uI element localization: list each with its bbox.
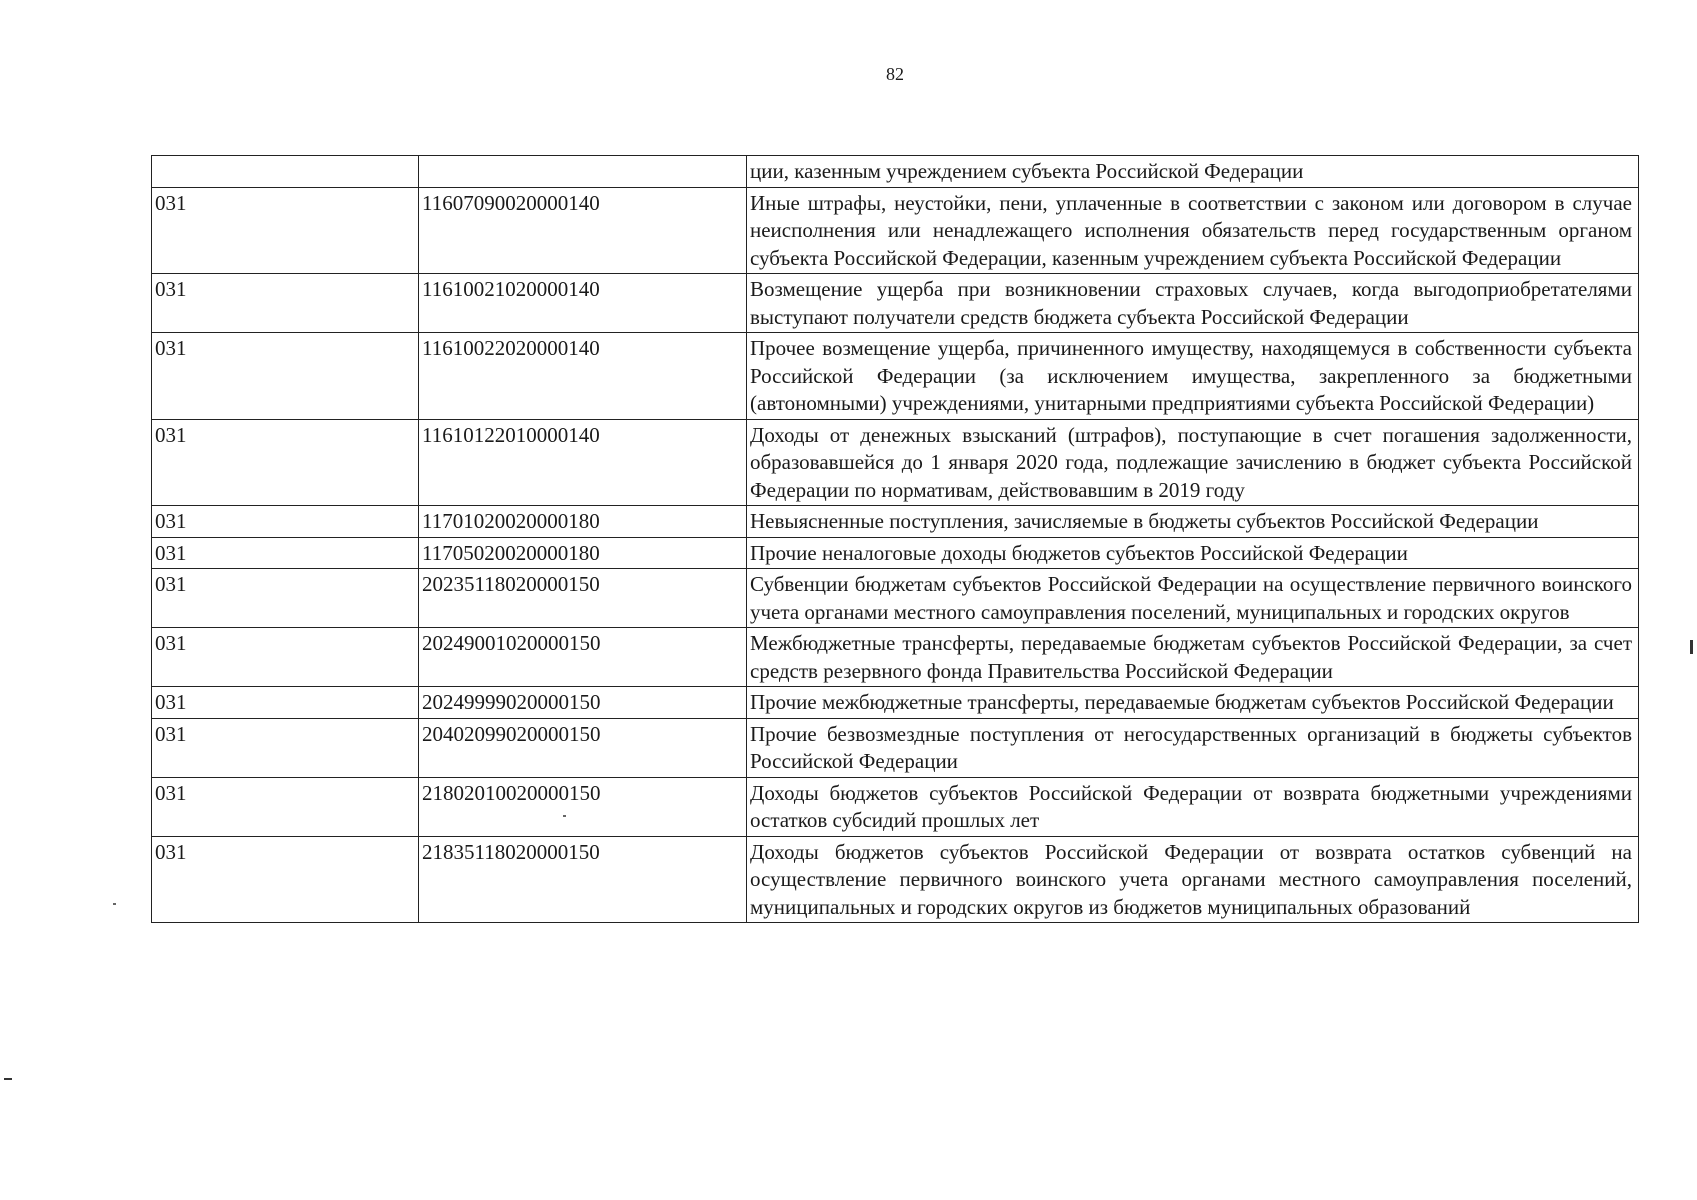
budget-code-cell bbox=[419, 156, 747, 188]
description-cell: Прочие межбюджетные трансферты, передаваемые бюджетам субъектов Российской Федерации bbox=[747, 687, 1639, 719]
description-cell: ции, казенным учреждением субъекта Российской Федерации bbox=[747, 156, 1639, 188]
budget-code-cell: 20249001020000150 bbox=[419, 628, 747, 687]
description-cell: Межбюджетные трансферты, передаваемые бюджетам субъектов Российской Федерации, за счет средств резервного фонда Правительства Российской Федерации bbox=[747, 628, 1639, 687]
scan-margin-mark bbox=[1690, 640, 1693, 654]
budget-code-cell: 20249999020000150 bbox=[419, 687, 747, 719]
table-row bbox=[152, 156, 1639, 188]
admin-code-cell: 031 bbox=[152, 569, 419, 628]
table-row bbox=[152, 419, 1639, 506]
table-row bbox=[152, 333, 1639, 420]
table-row bbox=[152, 187, 1639, 274]
admin-code-cell: 031 bbox=[152, 187, 419, 274]
table-row bbox=[152, 777, 1639, 836]
admin-code-cell: 031 bbox=[152, 687, 419, 719]
table-row bbox=[152, 274, 1639, 333]
budget-code-cell: 21835118020000150 bbox=[419, 836, 747, 923]
budget-code-cell: 11701020020000180 bbox=[419, 506, 747, 538]
budget-codes-table bbox=[151, 155, 1639, 923]
description-cell: Прочее возмещение ущерба, причиненного имуществу, находящемуся в собственности субъекта Российской Федерации (за исключением имущества, закрепленного за бюджетными (автономными) учреждениями, унитарными предприятиями субъекта Российской Федерации) bbox=[747, 333, 1639, 420]
description-cell: Доходы бюджетов субъектов Российской Федерации от возврата остатков субвенций на осуществление первичного воинского учета органами местного самоуправления поселений, муниципальных и городских округов из бюджетов муниципальных образований bbox=[747, 836, 1639, 923]
table-row bbox=[152, 628, 1639, 687]
admin-code-cell: 031 bbox=[152, 836, 419, 923]
description-cell: Прочие безвозмездные поступления от негосударственных организаций в бюджеты субъектов Российской Федерации bbox=[747, 718, 1639, 777]
table-row bbox=[152, 537, 1639, 569]
scan-speck bbox=[113, 903, 116, 905]
table-row bbox=[152, 836, 1639, 923]
budget-code-cell: 11610021020000140 bbox=[419, 274, 747, 333]
admin-code-cell: 031 bbox=[152, 333, 419, 420]
admin-code-cell: 031 bbox=[152, 537, 419, 569]
description-cell: Прочие неналоговые доходы бюджетов субъектов Российской Федерации bbox=[747, 537, 1639, 569]
budget-code-cell: 21802010020000150 bbox=[419, 777, 747, 836]
budget-code-cell: 11610022020000140 bbox=[419, 333, 747, 420]
description-cell: Субвенции бюджетам субъектов Российской Федерации на осуществление первичного воинского учета органами местного самоуправления поселений, муниципальных и городских округов bbox=[747, 569, 1639, 628]
admin-code-cell: 031 bbox=[152, 777, 419, 836]
description-cell: Доходы от денежных взысканий (штрафов), поступающие в счет погашения задолженности, образовавшейся до 1 января 2020 года, подлежащие зачислению в бюджет субъекта Российской Федерации по нормативам, действовавшим в 2019 году bbox=[747, 419, 1639, 506]
scan-speck bbox=[563, 815, 566, 817]
page-number: 82 bbox=[886, 64, 904, 84]
table-row bbox=[152, 506, 1639, 538]
budget-code-cell: 11610122010000140 bbox=[419, 419, 747, 506]
budget-code-cell: 11705020020000180 bbox=[419, 537, 747, 569]
admin-code-cell: 031 bbox=[152, 506, 419, 538]
table-row bbox=[152, 718, 1639, 777]
admin-code-cell: 031 bbox=[152, 628, 419, 687]
admin-code-cell: 031 bbox=[152, 718, 419, 777]
description-cell: Невыясненные поступления, зачисляемые в бюджеты субъектов Российской Федерации bbox=[747, 506, 1639, 538]
budget-code-cell: 20402099020000150 bbox=[419, 718, 747, 777]
admin-code-cell bbox=[152, 156, 419, 188]
budget-code-cell: 11607090020000140 bbox=[419, 187, 747, 274]
admin-code-cell: 031 bbox=[152, 419, 419, 506]
scan-margin-mark bbox=[4, 1078, 12, 1080]
table-row bbox=[152, 569, 1639, 628]
description-cell: Иные штрафы, неустойки, пени, уплаченные в соответствии с законом или договором в случае неисполнения или ненадлежащего исполнения обязательств перед государственным органом субъекта Российской Федерации, казенным учреждением субъекта Российской Федерации bbox=[747, 187, 1639, 274]
description-cell: Доходы бюджетов субъектов Российской Федерации от возврата бюджетными учреждениями остатков субсидий прошлых лет bbox=[747, 777, 1639, 836]
admin-code-cell: 031 bbox=[152, 274, 419, 333]
budget-code-cell: 20235118020000150 bbox=[419, 569, 747, 628]
table-body bbox=[152, 156, 1639, 923]
table-row bbox=[152, 687, 1639, 719]
description-cell: Возмещение ущерба при возникновении страховых случаев, когда выгодоприобретателями выступают получатели средств бюджета субъекта Российской Федерации bbox=[747, 274, 1639, 333]
